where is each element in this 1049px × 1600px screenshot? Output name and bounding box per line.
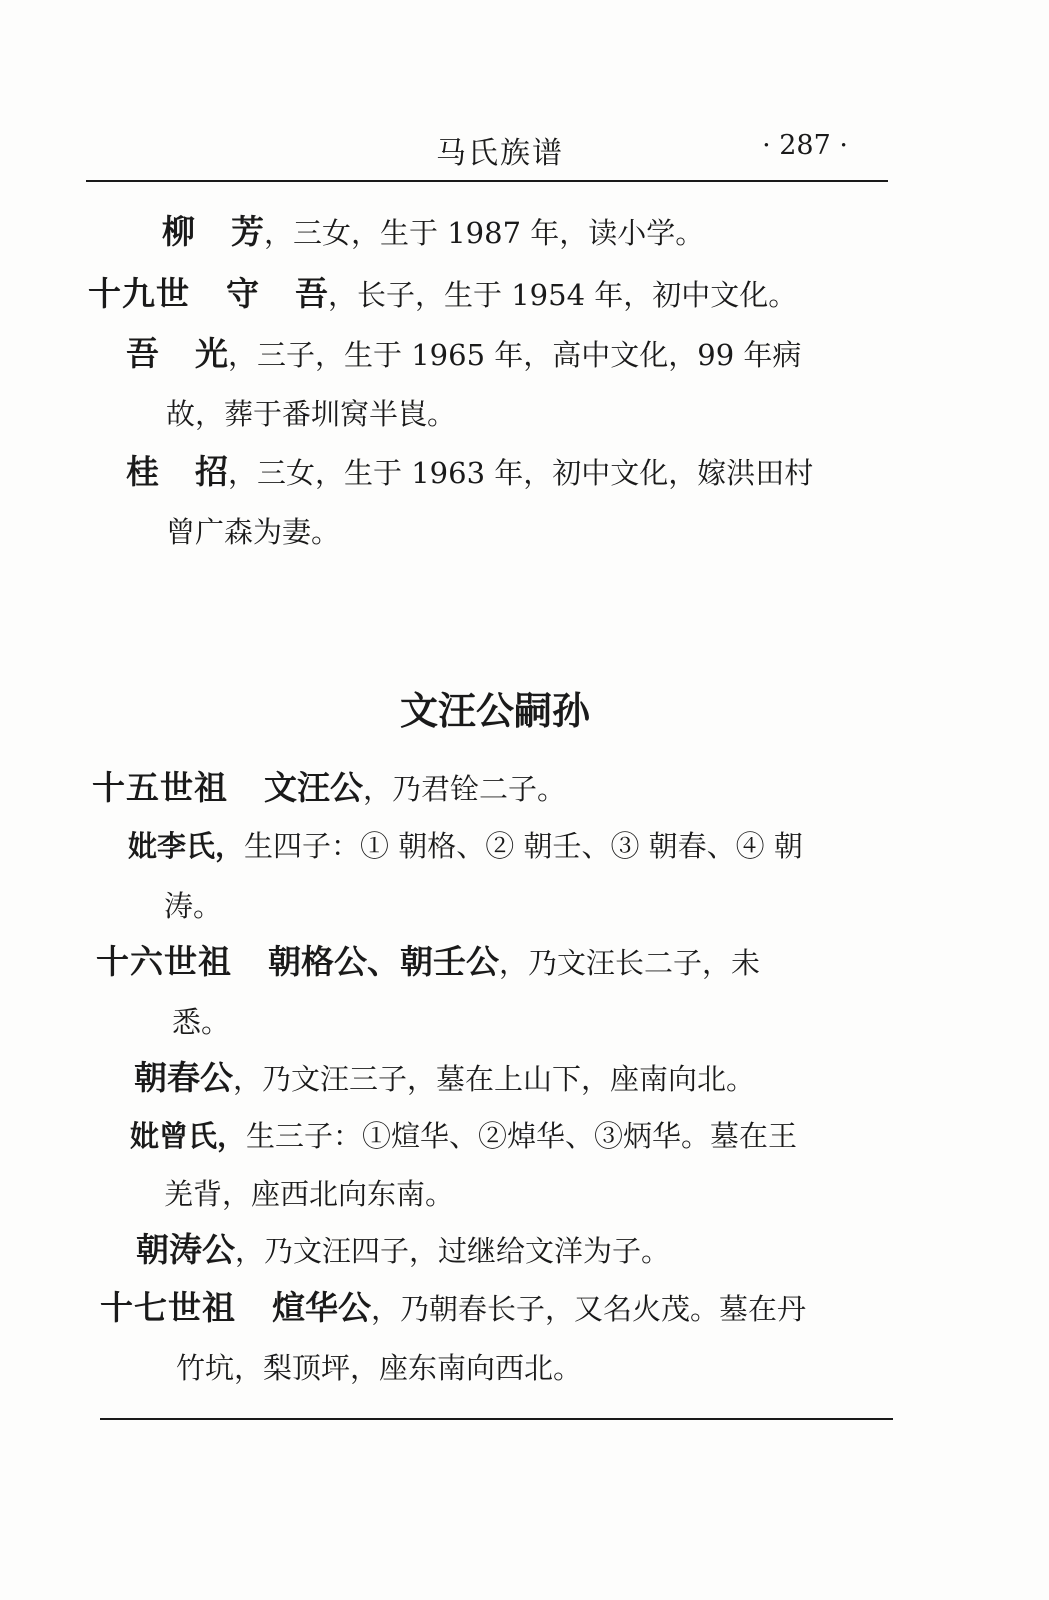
wife-label: 妣曾氏， [130, 1119, 247, 1153]
person-name: 文汪公 [264, 768, 363, 807]
generation-label: 十七世祖 [100, 1288, 236, 1327]
entry-wife-li [128, 828, 803, 864]
page-number: · 287 · [762, 130, 848, 161]
entry-text: ，乃文汪四子，过继给文洋为子。 [235, 1234, 671, 1268]
entry-wen-wang [92, 770, 566, 807]
wife-label: 妣李氏， [128, 829, 245, 863]
entry-text: 生四子：① 朝格、② 朝壬、③ 朝春、④ 朝 [244, 829, 803, 863]
person-name: 桂招 [126, 452, 228, 491]
section-heading: 文汪公嗣孙 [399, 689, 590, 733]
generation-label: 十五世祖 [92, 768, 228, 807]
entry-gui-zhao [126, 454, 813, 491]
entry-wife-zeng-cont: 羌背，座西北向东南。 [164, 1177, 455, 1211]
entry-chao-tao [136, 1232, 670, 1269]
entry-wife-li-cont: 涛。 [164, 889, 223, 923]
entry-wife-zeng [130, 1118, 797, 1154]
entry-gui-zhao-cont: 曾广森为妻。 [166, 515, 341, 549]
entry-wu-guang [126, 336, 801, 373]
person-name: 守吾 [226, 274, 328, 313]
entry-shou-wu [88, 276, 797, 313]
entry-text: ，乃君铨二子。 [363, 772, 567, 806]
entry-wu-guang-cont: 故，葬于番圳窝半崀。 [166, 397, 457, 431]
generation-label: 十六世祖 [96, 942, 232, 981]
person-name: 煊华公 [272, 1288, 371, 1327]
person-name: 吾光 [126, 334, 228, 373]
entry-chao-ge-chao-ren [96, 944, 760, 981]
entry-chao-ge-cont: 悉。 [172, 1005, 231, 1039]
entry-text: ，乃朝春长子，又名火茂。墓在丹 [371, 1292, 807, 1326]
entry-text: ，三子，生于 1965 年，高中文化，99 年病 [228, 338, 802, 372]
person-name: 朝涛公 [136, 1230, 235, 1269]
entry-chao-chun [134, 1060, 755, 1097]
entry-text: ，三女，生于 1987 年，读小学。 [264, 216, 705, 250]
entry-text: ，长子，生于 1954 年，初中文化。 [328, 278, 798, 312]
entry-text: 生三子：①煊华、②焯华、③炳华。墓在王 [246, 1119, 798, 1153]
entry-text: ，乃文汪长二子，未 [499, 946, 761, 980]
person-name: 朝春公 [134, 1058, 233, 1097]
person-name: 朝格公、朝壬公 [268, 942, 499, 981]
header-rule [86, 180, 888, 182]
footer-rule [100, 1418, 893, 1420]
entry-text: ，三女，生于 1963 年，初中文化，嫁洪田村 [228, 456, 814, 490]
person-name: 柳芳 [162, 212, 264, 251]
generation-label: 十九世 [88, 274, 190, 313]
running-header-title: 马氏族谱 [436, 136, 564, 171]
entry-text: ，乃文汪三子，墓在上山下，座南向北。 [233, 1062, 756, 1096]
entry-xuan-hua-cont: 竹坑，梨顶坪，座东南向西北。 [176, 1351, 583, 1385]
entry-liu-fang [162, 214, 704, 251]
entry-xuan-hua [100, 1290, 806, 1327]
